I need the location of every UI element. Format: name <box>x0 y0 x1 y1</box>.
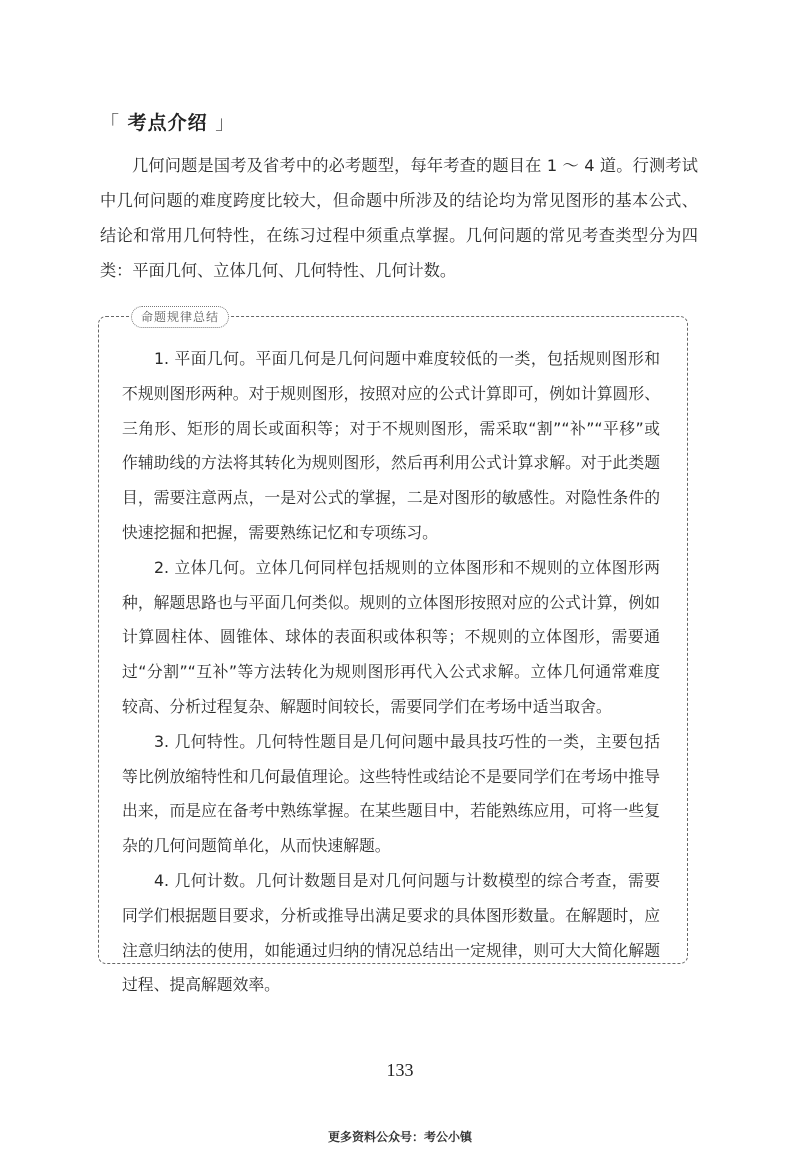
paragraph-geometric-properties: 3. 几何特性。几何特性题目是几何问题中最具技巧性的一类，主要包括等比例放缩特性和几何最值理论。这些特性或结论不是要同学们在考场中推导出来，而是应在备考中熟练掌握。在某些题目中，若能熟练应用，可将一些复杂的几何问题简单化，从而快速解题。 <box>122 731 660 856</box>
footer-note: 更多资料公众号：考公小镇 <box>327 1130 472 1144</box>
page-number: 133 <box>386 1060 414 1080</box>
paragraph-solid-geometry: 2. 立体几何。立体几何同样包括规则的立体图形和不规则的立体图形两种，解题思路也与平面几何类似。规则的立体图形按照对应的公式计算，例如计算圆柱体、圆锥体、球体的表面积或体积等；不规则的立体图形，需要通过“分割”“互补”等方法转化为规则图形再代入公式求解。立体几何通常难度较高、分析过程复杂、解题时间较长，需要同学们在考场中适当取舍。 <box>122 557 660 716</box>
paragraph-plane-geometry: 1. 平面几何。平面几何是几何问题中难度较低的一类，包括规则图形和不规则图形两种。对于规则图形，按照对应的公式计算即可，例如计算圆形、三角形、矩形的周长或面积等；对于不规则图形，需采取“割”“补”“平移”或作辅助线的方法将其转化为规则图形，然后再利用公式计算求解。对于此类题目，需要注意两点，一是对公式的掌握，二是对图形的敏感性。对隐性条件的快速挖掘和把握，需要熟练记忆和专项练习。 <box>122 349 660 542</box>
summary-box-badge: 命题规律总结 <box>131 306 229 328</box>
title-close-bracket: 」 <box>215 112 236 134</box>
paragraph-geometric-counting: 4. 几何计数。几何计数题目是对几何问题与计数模型的综合考查，需要同学们根据题目要求，分析或推导出满足要求的具体图形数量。在解题时，应注意归纳法的使用，如能通过归纳的情况总结出一定规律，则可大大简化解题过程、提高解题效率。 <box>122 870 660 995</box>
title-open-bracket: 「 <box>100 112 121 134</box>
section-title <box>100 108 235 135</box>
section-title-text: 考点介绍 <box>127 112 208 134</box>
summary-box-content <box>122 342 660 1003</box>
intro-paragraph: 几何问题是国考及省考中的必考题型，每年考查的题目在 1 ～ 4 道。行测考试中几何问题的难度跨度比较大，但命题中所涉及的结论均为常见图形的基本公式、结论和常用几何特性，在练习过程中须重点掌握。几何问题的常见考查类型分为四类：平面几何、立体几何、几何特性、几何计数。 <box>100 156 698 280</box>
